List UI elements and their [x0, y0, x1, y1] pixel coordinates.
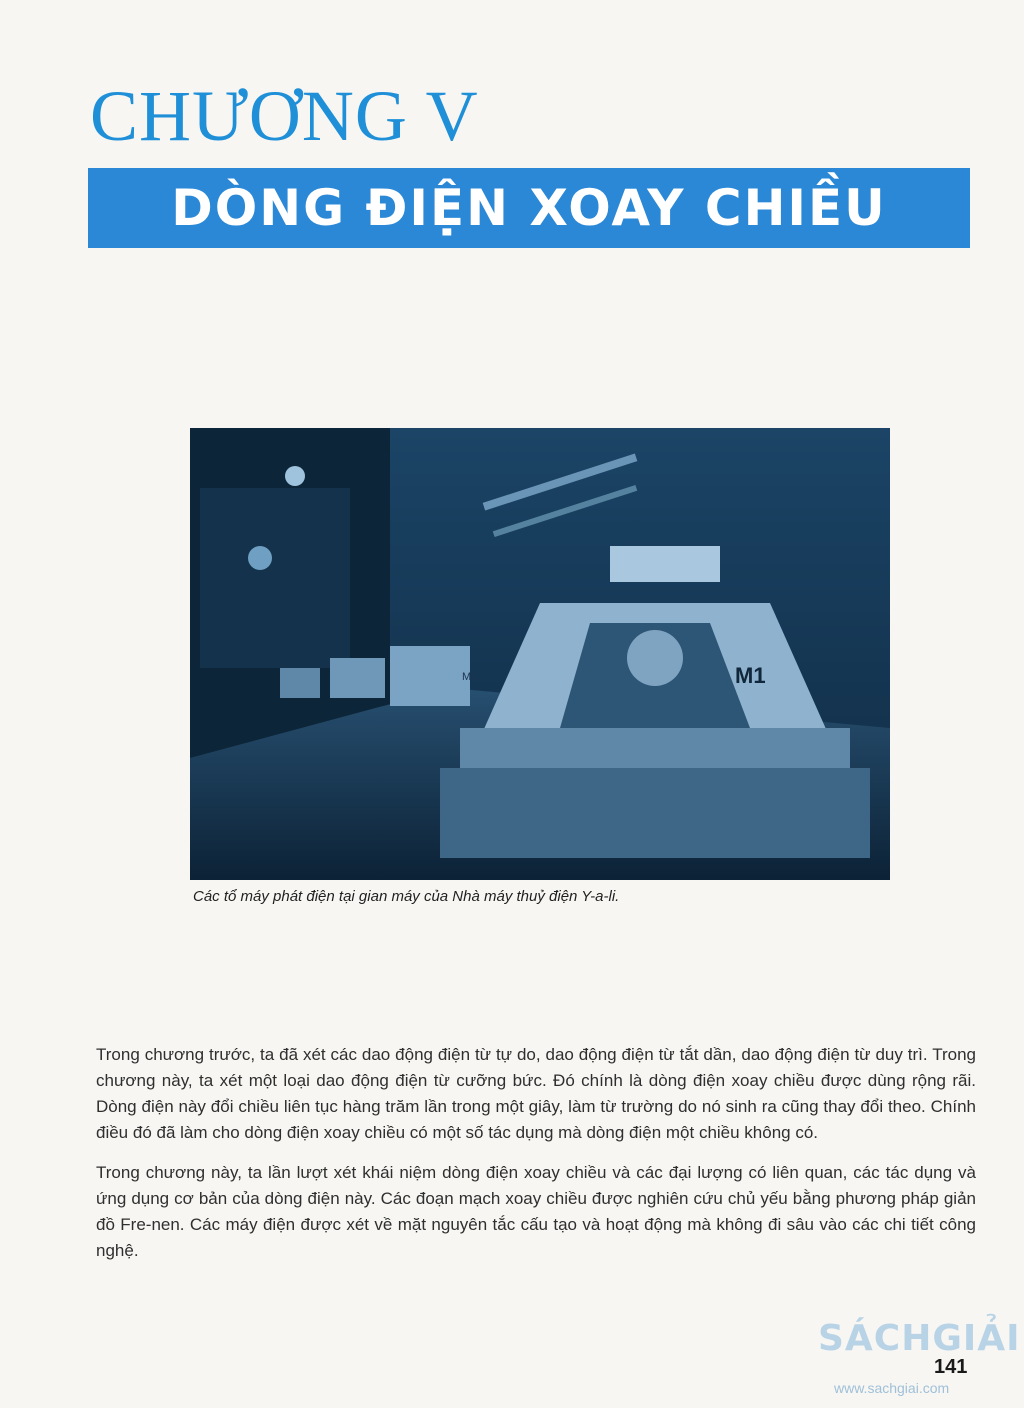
figure-caption: Các tổ máy phát điện tại gian máy của Nhà máy thuỷ điện Y-a-li. [193, 888, 620, 905]
chapter-label: CHƯƠNG V [90, 76, 479, 156]
intro-paragraph-1: Trong chương trước, ta đã xét các dao động điện từ tự do, dao động điện từ tắt dần, dao động điện từ duy trì. Trong chương này, ta xét một loại dao động điện từ cưỡng bức. Đó chính là dòng điện xoay chiều được dùng rộng rãi. Dòng điện này đổi chiều liên tục hàng trăm lần trong một giây, làm từ trường do nó sinh ra cũng thay đổi theo. Chính điều đó đã làm cho dòng điện xoay chiều có một số tác dụng mà dòng điện một chiều không có. [96, 1045, 976, 1142]
watermark-url: www.sachgiai.com [834, 1380, 950, 1396]
machine-label-m2: M2 [462, 671, 478, 683]
machine-label-m1: M1 [735, 663, 766, 688]
chapter-title: DÒNG ĐIỆN XOAY CHIỀU [171, 179, 887, 237]
generator-hall-illustration [190, 428, 890, 880]
generator-hall-photo [190, 428, 890, 880]
chapter-title-band [88, 168, 970, 248]
intro-paragraph-2: Trong chương này, ta lần lượt xét khái niệm dòng điện xoay chiều và các đại lượng có liên quan, các tác dụng và ứng dụng cơ bản của dòng điện này. Các đoạn mạch xoay chiều được nghiên cứu chủ yếu bằng phương pháp giản đồ Fre-nen. Các máy điện được xét về mặt nguyên tắc cấu tạo và hoạt động mà không đi sâu vào các chi tiết công nghệ. [96, 1163, 976, 1260]
watermark-logo: SÁCHGIẢI [818, 1318, 1021, 1359]
page-number: 141 [934, 1356, 968, 1378]
chapter-intro [96, 1042, 976, 1278]
